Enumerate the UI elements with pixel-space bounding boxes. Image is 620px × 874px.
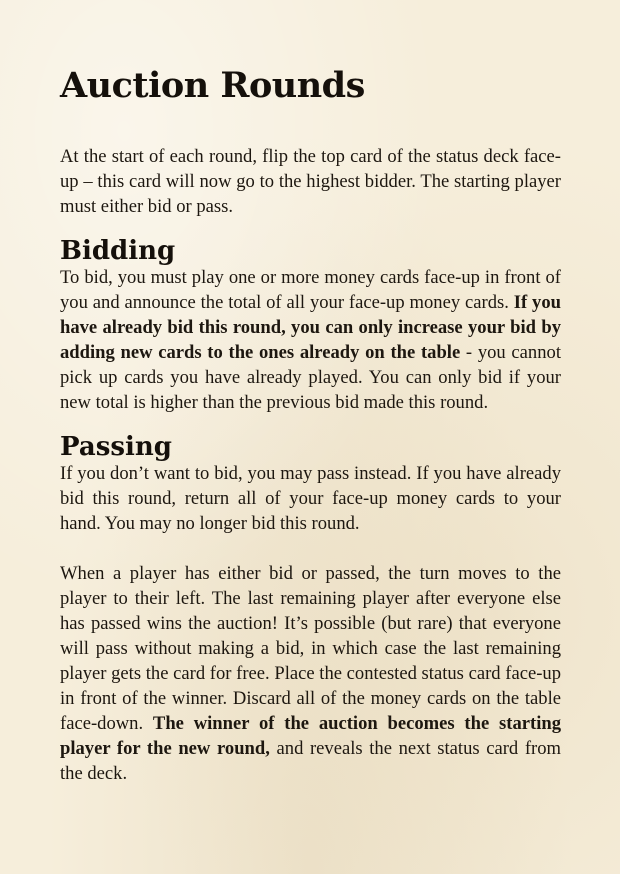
closing-paragraph (60, 561, 561, 786)
closing-text-end: and reveals the next status card from the deck. (60, 738, 561, 784)
bidding-text-start: To bid, you must play one or more money cards face-up in front of you and announce the total of all your face-up money cards. (60, 267, 561, 313)
closing-text-start: When a player has either bid or passed, the turn moves to the player to their left. The last remaining player after everyone else has passed wins the auction! It’s possible (but rare) that everyone will pass without making a bid, in which case the last remaining player gets the card for free. Place the contested status card face-up in front of the winner. Discard all of the money cards on the table face-down. (60, 563, 561, 734)
closing-rule-emphasis: The winner of the auction becomes the starting player for the new round, (60, 713, 561, 759)
passing-paragraph: If you don’t want to bid, you may pass instead. If you have already bid this round, return all of your face-up money cards to your hand. You may no longer bid this round. (60, 463, 561, 534)
bidding-rule-emphasis: If you have already bid this round, you can only increase your bid by adding new cards to the ones already on the table (60, 292, 561, 363)
passing-heading: Passing (60, 432, 172, 462)
bidding-paragraph (60, 265, 561, 415)
bidding-heading: Bidding (60, 236, 176, 266)
bidding-text-end: - you cannot pick up cards you have already played. You can only bid if your new total is higher than the previous bid made this round. (60, 342, 561, 413)
page-title: Auction Rounds (60, 65, 365, 106)
intro-paragraph: At the start of each round, flip the top card of the status deck face-up – this card will now go to the highest bidder. The starting player must either bid or pass. (60, 146, 561, 217)
